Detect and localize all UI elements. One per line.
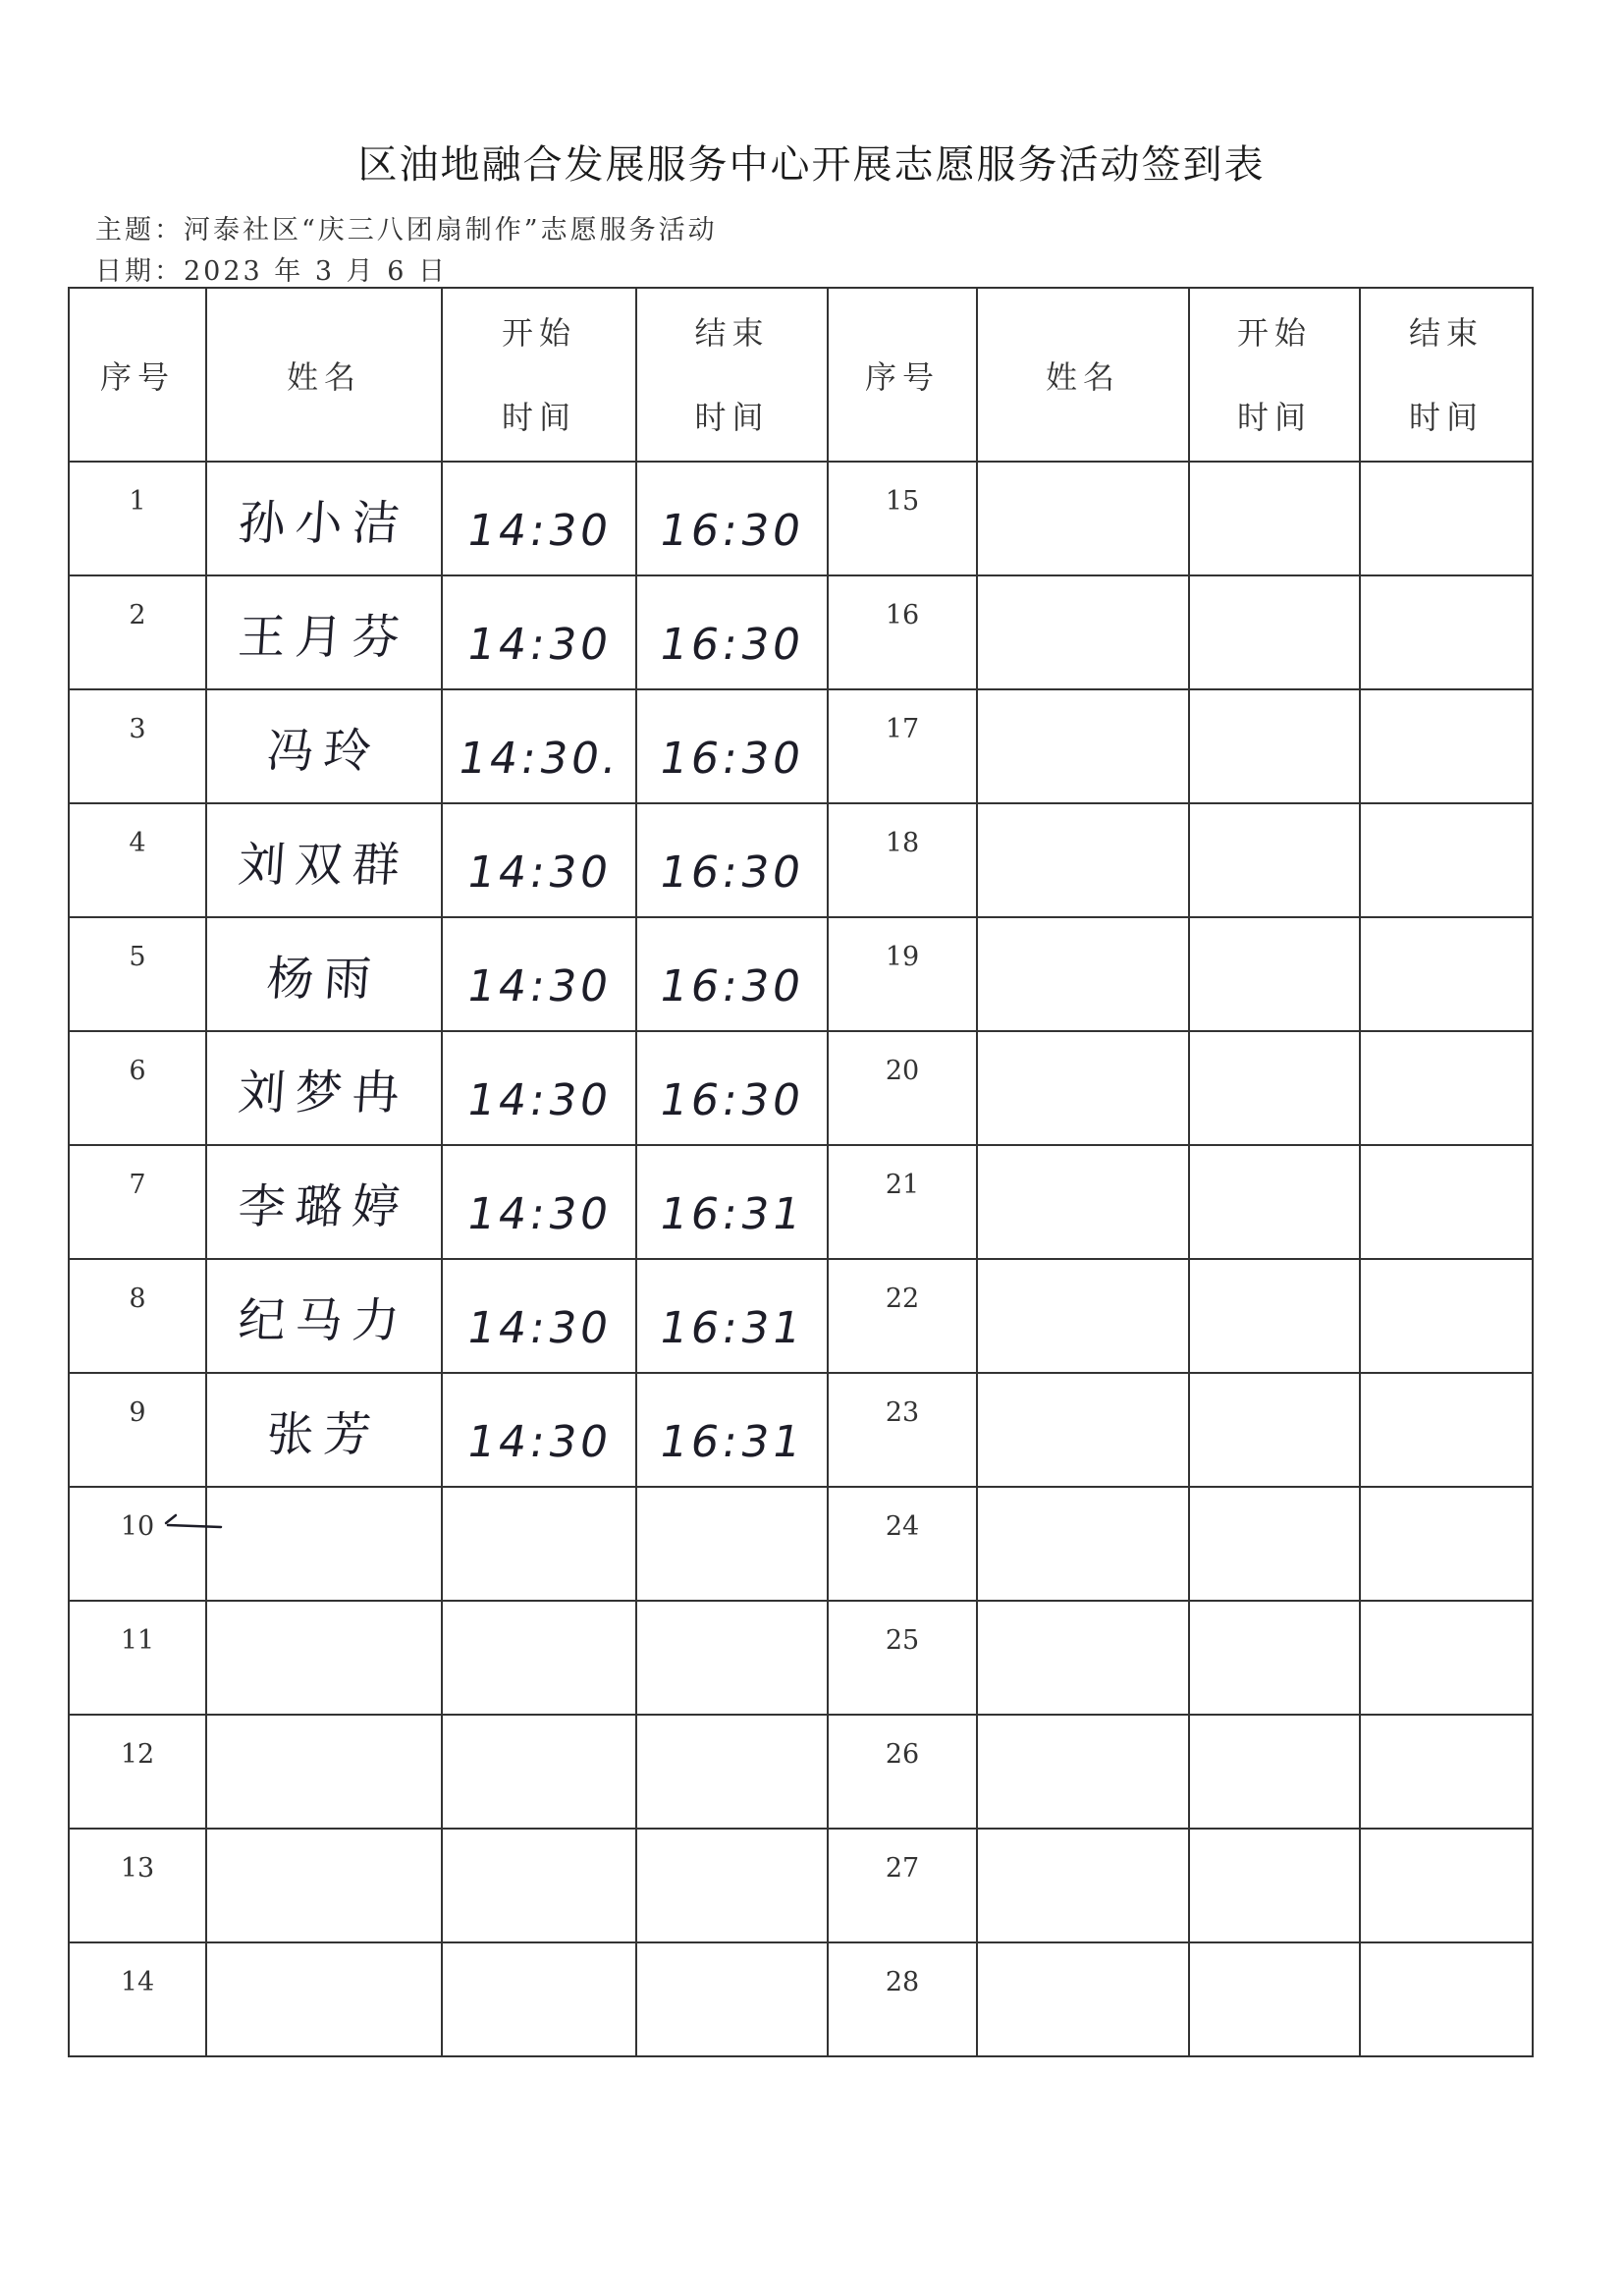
start-time-cell [1189, 1373, 1360, 1487]
table-row [69, 1942, 1533, 2056]
row-number-cell [69, 1145, 206, 1259]
header-no-right [828, 288, 977, 462]
start-time-cell [1189, 462, 1360, 575]
handwritten-start-time: 14:30 [462, 505, 616, 556]
handwritten-name: 王月芬 [236, 609, 411, 665]
end-time-cell [1360, 1373, 1533, 1487]
start-time-cell [1189, 1715, 1360, 1829]
start-time-cell [1189, 1487, 1360, 1601]
header-time-label: 时间 [1236, 398, 1312, 436]
row-number-cell [69, 1942, 206, 2056]
header-no-left [69, 288, 206, 462]
row-number-cell [828, 1601, 977, 1715]
end-time-cell [1360, 1145, 1533, 1259]
end-time-cell [636, 1715, 828, 1829]
end-time-cell [1360, 1715, 1533, 1829]
handwritten-start-time: 14:30 [462, 847, 616, 898]
start-time-cell [442, 803, 636, 917]
name-cell [206, 803, 442, 917]
handwritten-name: 杨雨 [264, 951, 383, 1007]
row-number-cell [828, 1373, 977, 1487]
end-time-cell [636, 1487, 828, 1601]
start-time-cell [442, 1259, 636, 1373]
start-time-cell [1189, 1259, 1360, 1373]
name-cell [977, 1259, 1189, 1373]
header-start-right [1189, 288, 1360, 462]
start-time-cell [1189, 1942, 1360, 2056]
end-time-cell [1360, 1829, 1533, 1942]
page-title: 区油地融合发展服务中心开展志愿服务活动签到表 [357, 142, 1266, 188]
row-number: 5 [129, 941, 146, 972]
name-cell [977, 1373, 1189, 1487]
header-end-left [636, 288, 828, 462]
end-time-cell [636, 1031, 828, 1145]
handwritten-end-time: 16:31 [655, 1416, 809, 1467]
end-time-cell [636, 1601, 828, 1715]
start-time-cell [442, 1145, 636, 1259]
name-cell [206, 1942, 442, 2056]
handwritten-start-time: 14:30 [462, 1302, 616, 1353]
row-number-cell [69, 803, 206, 917]
handwritten-end-time: 16:30 [655, 847, 809, 898]
start-time-cell [1189, 575, 1360, 689]
handwritten-end-time: 16:31 [655, 1302, 809, 1353]
row-number: 24 [885, 1510, 920, 1542]
table-row [69, 575, 1533, 689]
row-number: 7 [129, 1169, 146, 1200]
name-cell [206, 1259, 442, 1373]
handwritten-name: 刘双群 [236, 837, 411, 893]
header-no-label: 序号 [864, 357, 940, 396]
name-cell [977, 1601, 1189, 1715]
end-time-cell [1360, 689, 1533, 803]
handwritten-name: 李璐婷 [236, 1178, 411, 1234]
name-cell [206, 1373, 442, 1487]
row-number: 13 [120, 1852, 155, 1884]
row-number-cell [828, 1829, 977, 1942]
name-cell [206, 1487, 442, 1601]
start-time-cell [442, 689, 636, 803]
name-cell [977, 575, 1189, 689]
name-cell [206, 1601, 442, 1715]
start-time-cell [1189, 803, 1360, 917]
start-time-cell [442, 1031, 636, 1145]
header-name-right [977, 288, 1189, 462]
header-end-label: 结束 [694, 313, 770, 352]
activity-topic: 主题：河泰社区“庆三八团扇制作”志愿服务活动 [95, 215, 718, 246]
name-cell [977, 1715, 1189, 1829]
header-start-label: 开始 [501, 313, 576, 352]
row-number-cell [828, 1715, 977, 1829]
row-number: 11 [120, 1624, 155, 1656]
row-number: 15 [885, 485, 920, 517]
name-cell [206, 689, 442, 803]
header-end-label: 结束 [1408, 313, 1484, 352]
table-row [69, 462, 1533, 575]
row-number-cell [69, 1373, 206, 1487]
name-cell [206, 1829, 442, 1942]
row-number: 22 [885, 1283, 920, 1314]
name-cell [977, 917, 1189, 1031]
row-number-cell [828, 803, 977, 917]
name-cell [977, 803, 1189, 917]
row-number-cell [828, 1487, 977, 1601]
handwritten-name: 张芳 [264, 1406, 383, 1462]
row-number: 17 [885, 713, 920, 744]
table-row [69, 1373, 1533, 1487]
start-time-cell [1189, 689, 1360, 803]
sign-in-table [68, 287, 1534, 2057]
name-cell [206, 575, 442, 689]
start-time-cell [1189, 1031, 1360, 1145]
row-number-cell [69, 1715, 206, 1829]
name-cell [206, 917, 442, 1031]
row-number: 16 [885, 599, 920, 630]
row-number: 20 [885, 1055, 920, 1086]
end-time-cell [1360, 1259, 1533, 1373]
row-number-cell [828, 1145, 977, 1259]
header-name-label: 姓名 [286, 357, 361, 396]
start-time-cell [442, 1715, 636, 1829]
header-name-label: 姓名 [1045, 357, 1120, 396]
row-number-cell [69, 917, 206, 1031]
table-row [69, 917, 1533, 1031]
end-time-cell [1360, 1601, 1533, 1715]
handwritten-start-time: 14:30. [454, 733, 624, 784]
handwritten-end-time: 16:30 [655, 619, 809, 670]
row-number: 28 [885, 1966, 920, 1997]
row-number-cell [69, 1031, 206, 1145]
end-time-cell [636, 462, 828, 575]
start-time-cell [442, 1487, 636, 1601]
start-time-cell [1189, 1145, 1360, 1259]
end-time-cell [636, 1942, 828, 2056]
end-time-cell [636, 917, 828, 1031]
start-time-cell [442, 917, 636, 1031]
header-time-label: 时间 [501, 398, 576, 436]
table-row [69, 1259, 1533, 1373]
header-end-right [1360, 288, 1533, 462]
end-time-cell [1360, 1942, 1533, 2056]
row-number: 8 [129, 1283, 146, 1314]
start-time-cell [1189, 1829, 1360, 1942]
name-cell [206, 462, 442, 575]
row-number: 12 [120, 1738, 155, 1770]
end-time-cell [1360, 803, 1533, 917]
row-number: 27 [885, 1852, 920, 1884]
row-number: 19 [885, 941, 920, 972]
row-number-cell [828, 689, 977, 803]
end-time-cell [1360, 917, 1533, 1031]
end-time-cell [636, 1829, 828, 1942]
end-time-cell [1360, 462, 1533, 575]
table-row [69, 1715, 1533, 1829]
row-number-cell [828, 1259, 977, 1373]
name-cell [206, 1715, 442, 1829]
end-time-cell [1360, 1487, 1533, 1601]
row-number: 4 [129, 827, 146, 858]
row-number-cell [69, 1601, 206, 1715]
table-row [69, 1487, 1533, 1601]
end-time-cell [636, 1373, 828, 1487]
start-time-cell [1189, 917, 1360, 1031]
row-number-cell [69, 1829, 206, 1942]
row-number: 25 [885, 1624, 920, 1656]
handwritten-end-time: 16:31 [655, 1188, 809, 1239]
end-time-cell [636, 1145, 828, 1259]
row-number: 6 [129, 1055, 146, 1086]
handwritten-end-time: 16:30 [655, 733, 809, 784]
handwritten-start-time: 14:30 [462, 960, 616, 1011]
activity-date: 日期：2023 年 3 月 6 日 [95, 256, 448, 287]
header-start-left [442, 288, 636, 462]
handwritten-name: 冯玲 [264, 723, 383, 779]
handwritten-end-time: 16:30 [655, 1074, 809, 1125]
header-name-left [206, 288, 442, 462]
row-number-cell [69, 1259, 206, 1373]
start-time-cell [442, 1373, 636, 1487]
table-row [69, 1031, 1533, 1145]
row-number-cell [69, 462, 206, 575]
row-number-cell [69, 689, 206, 803]
stray-pen-mark [162, 1509, 225, 1539]
start-time-cell [442, 1942, 636, 2056]
header-time-label: 时间 [694, 398, 770, 436]
row-number-cell [828, 575, 977, 689]
name-cell [206, 1031, 442, 1145]
handwritten-end-time: 16:30 [655, 505, 809, 556]
handwritten-start-time: 14:30 [462, 1188, 616, 1239]
row-number: 2 [129, 599, 146, 630]
table-row [69, 803, 1533, 917]
end-time-cell [636, 689, 828, 803]
start-time-cell [442, 462, 636, 575]
start-time-cell [442, 575, 636, 689]
name-cell [977, 1031, 1189, 1145]
row-number: 9 [129, 1396, 146, 1428]
row-number-cell [828, 917, 977, 1031]
name-cell [977, 1487, 1189, 1601]
row-number-cell [69, 575, 206, 689]
end-time-cell [636, 575, 828, 689]
start-time-cell [442, 1829, 636, 1942]
row-number: 23 [885, 1396, 920, 1428]
row-number: 10 [120, 1510, 155, 1542]
table-row [69, 689, 1533, 803]
row-number: 1 [129, 485, 146, 517]
handwritten-name: 孙小洁 [236, 495, 411, 551]
end-time-cell [636, 1259, 828, 1373]
table-header-row [69, 288, 1533, 462]
name-cell [206, 1145, 442, 1259]
name-cell [977, 462, 1189, 575]
row-number: 14 [120, 1966, 155, 1997]
handwritten-name: 刘梦冉 [236, 1065, 411, 1121]
header-time-label: 时间 [1408, 398, 1484, 436]
handwritten-start-time: 14:30 [462, 1416, 616, 1467]
handwritten-name: 纪马力 [236, 1292, 411, 1348]
handwritten-end-time: 16:30 [655, 960, 809, 1011]
name-cell [977, 1829, 1189, 1942]
row-number: 21 [885, 1169, 920, 1200]
row-number: 26 [885, 1738, 920, 1770]
end-time-cell [1360, 575, 1533, 689]
end-time-cell [1360, 1031, 1533, 1145]
table-row [69, 1829, 1533, 1942]
table-row [69, 1145, 1533, 1259]
header-no-label: 序号 [99, 357, 175, 396]
table-row [69, 1601, 1533, 1715]
row-number-cell [828, 462, 977, 575]
row-number-cell [828, 1031, 977, 1145]
row-number-cell [828, 1942, 977, 2056]
start-time-cell [1189, 1601, 1360, 1715]
name-cell [977, 1942, 1189, 2056]
row-number: 3 [129, 713, 146, 744]
name-cell [977, 689, 1189, 803]
handwritten-start-time: 14:30 [462, 1074, 616, 1125]
start-time-cell [442, 1601, 636, 1715]
name-cell [977, 1145, 1189, 1259]
handwritten-start-time: 14:30 [462, 619, 616, 670]
row-number: 18 [885, 827, 920, 858]
end-time-cell [636, 803, 828, 917]
header-start-label: 开始 [1236, 313, 1312, 352]
row-number-cell [69, 1487, 206, 1601]
